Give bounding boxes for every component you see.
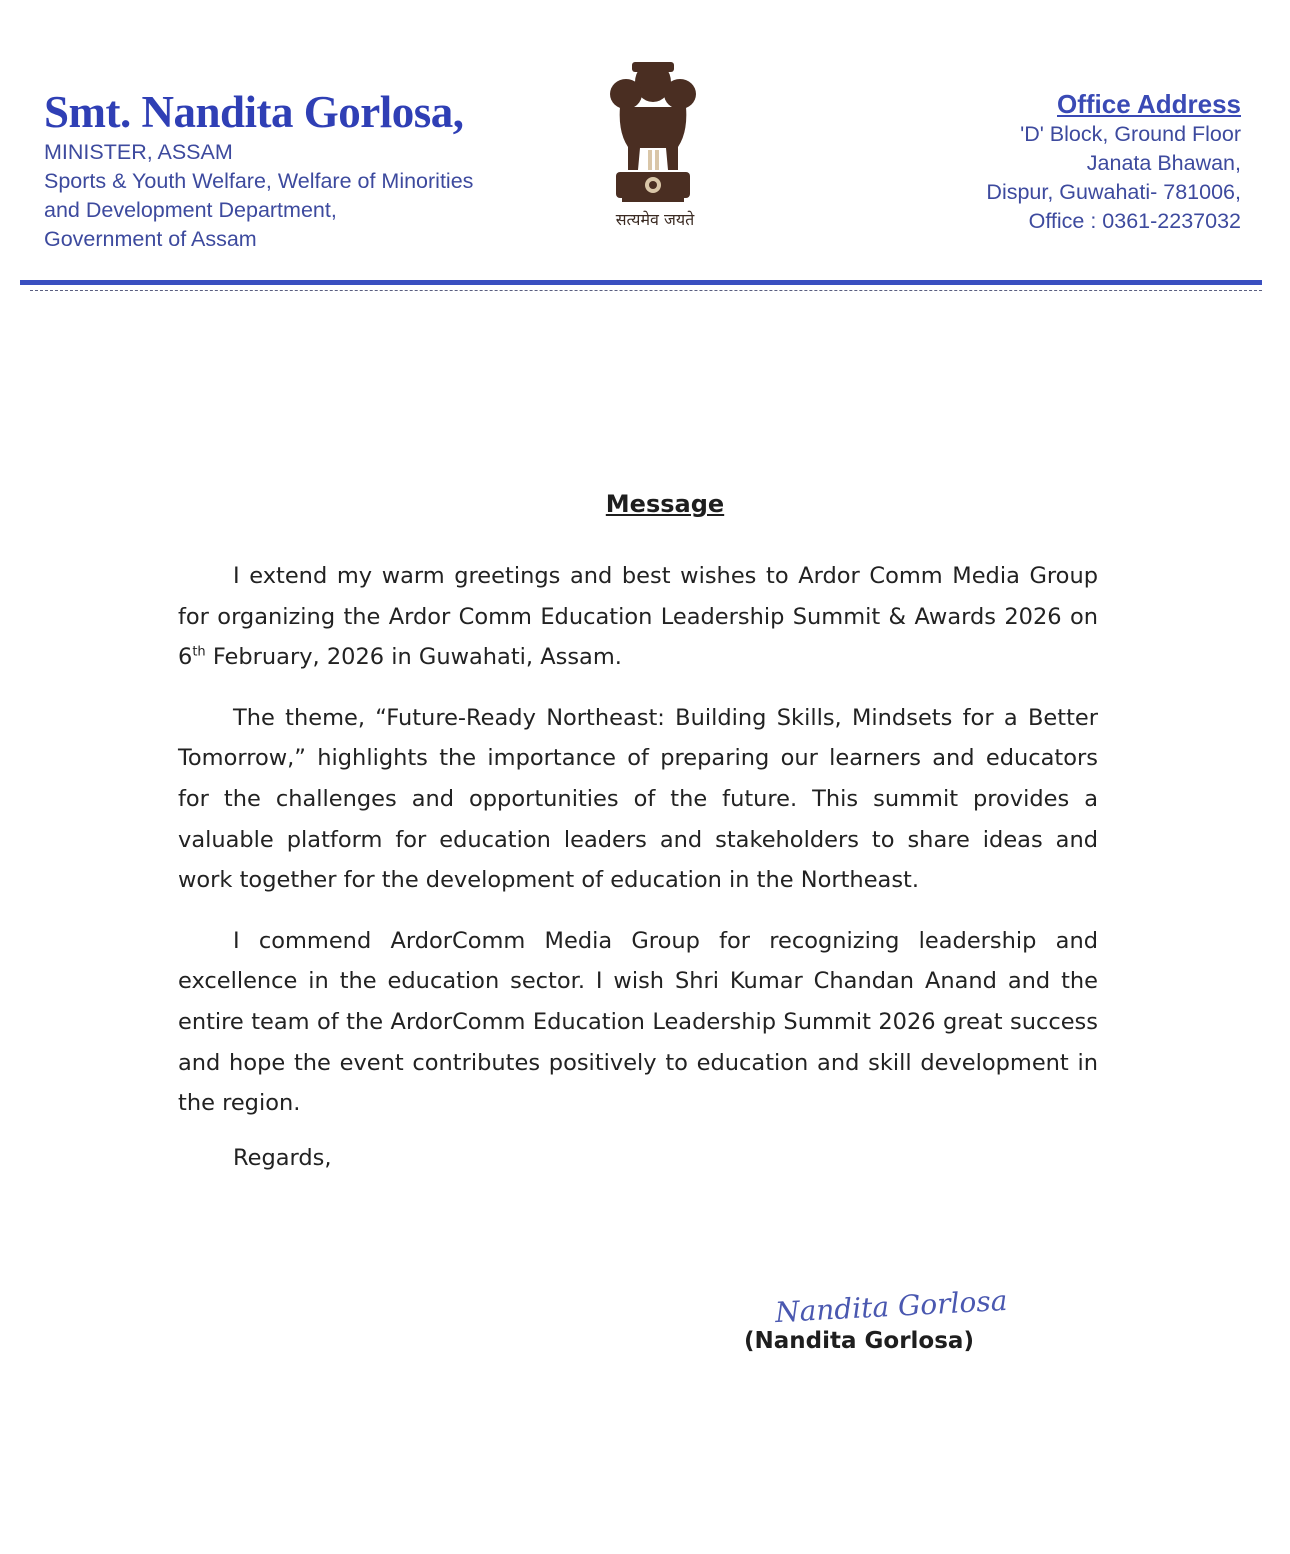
office-address-title: Office Address xyxy=(1057,89,1241,119)
header-divider-thin xyxy=(30,290,1262,291)
address-line: 'D' Block, Ground Floor xyxy=(1020,122,1241,146)
paragraph-1 xyxy=(178,556,1098,678)
handwritten-signature: Nandita Gorlosa xyxy=(774,1283,1009,1330)
paragraph-1-text: I extend my warm greetings and best wishes to Ardor Comm Media Group for organizing the Ardor Comm Education Leadership Summit & Awards 2026 on 6 xyxy=(178,563,1098,671)
emblem-motto: सत्यमेव जयते xyxy=(615,210,695,229)
address-line: Janata Bhawan, xyxy=(1086,151,1241,175)
message-body xyxy=(178,556,1098,1144)
address-line: Dispur, Guwahati- 781006, xyxy=(986,180,1241,204)
paragraph-3: I commend ArdorComm Media Group for recognizing leadership and excellence in the education sector. I wish Shri Kumar Chandan Anand and the entire team of the ArdorComm Education Leadership Summit 2026 great success and hope the event contributes positively to education and skill development in the region. xyxy=(178,927,1098,1117)
signatory-name: (Nandita Gorlosa) xyxy=(744,1328,974,1354)
closing: Regards, xyxy=(233,1145,332,1171)
office-phone: Office : 0361-2237032 xyxy=(1028,209,1241,233)
ordinal-suffix: th xyxy=(192,644,206,660)
designation-line: and Development Department, xyxy=(44,198,337,222)
office-address-block xyxy=(986,88,1241,236)
designation-line: Sports & Youth Welfare, Welfare of Minorities xyxy=(44,169,474,193)
letterhead-left xyxy=(44,86,473,254)
paragraph-1-text-end: February, 2026 in Guwahati, Assam. xyxy=(205,644,622,671)
paragraph-2: The theme, “Future-Ready Northeast: Building Skills, Mindsets for a Better Tomorrow,” highlights the importance of preparing our learners and educators for the challenges and opportunities of the future. This summit provides a valuable platform for education leaders and stakeholders to share ideas and work together for the development of education in the Northeast. xyxy=(178,704,1098,894)
designation-line: Government of Assam xyxy=(44,227,257,251)
designation-line: MINISTER, ASSAM xyxy=(44,140,233,164)
national-emblem-icon xyxy=(598,52,708,232)
header-divider-thick xyxy=(20,280,1262,285)
message-title: Message xyxy=(605,490,725,518)
minister-name: Smt. Nandita Gorlosa, xyxy=(44,87,464,137)
